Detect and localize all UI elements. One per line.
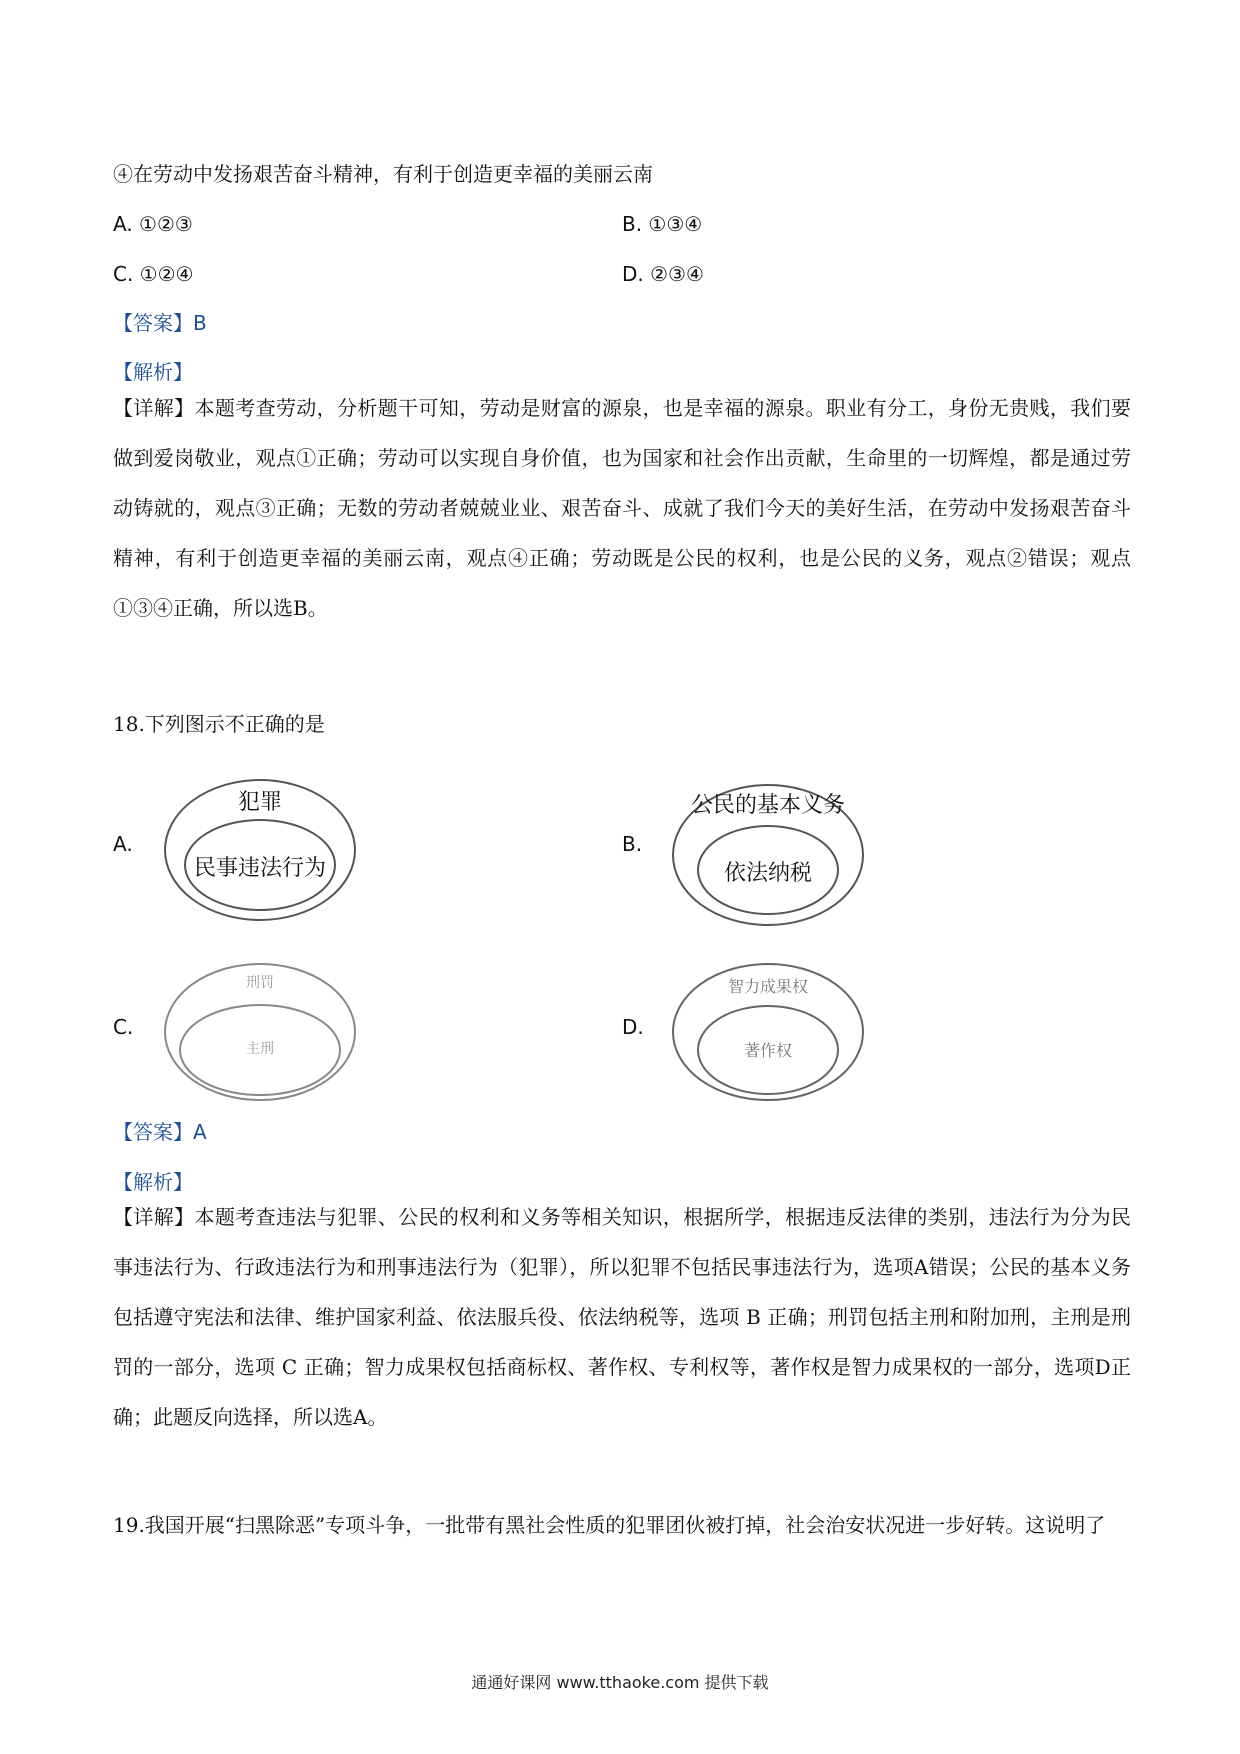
diagram-c-letter: C. (113, 1015, 134, 1039)
q17-answer: 【答案】B (113, 311, 207, 335)
diagram-b (668, 780, 868, 930)
diagram-c-outer-label: 刑罚 (246, 975, 274, 991)
diagram-c (160, 960, 360, 1105)
diagram-c-inner-label: 主刑 (246, 1041, 274, 1057)
q18-analysis-title: 【解析】 (113, 1170, 193, 1194)
q17-option-b: B. ①③④ (622, 212, 703, 236)
q17-item-4: ④在劳动中发扬艰苦奋斗精神，有利于创造更幸福的美丽云南 (113, 162, 653, 186)
diagram-a-inner-label: 民事违法行为 (193, 856, 326, 881)
diagram-d-outer-label: 智力成果权 (727, 977, 808, 996)
diagram-b-outer-label: 公民的基本义务 (690, 793, 845, 818)
q17-detail: 【详解】本题考查劳动，分析题干可知，劳动是财富的源泉，也是幸福的源泉。职业有分工，身份无贵贱，我们要做到爱岗敬业，观点①正确；劳动可以实现自身价值，也为国家和社会作出贡献，生命里的一切辉煌，都是通过劳动铸就的，观点③正确；无数的劳动者兢兢业业、艰苦奋斗、成就了我们今天的美好生活，在劳动中发扬艰苦奋斗精神，有利于创造更幸福的美丽云南，观点④正确；劳动既是公民的权利，也是公民的义务，观点②错误；观点①③④正确，所以选B。 (113, 396, 1131, 620)
diagram-d-letter: D. (622, 1015, 644, 1039)
diagram-a-letter: A. (113, 832, 133, 856)
q19-stem: 19.我国开展“扫黑除恶”专项斗争，一批带有黑社会性质的犯罪团伙被打掉，社会治安状况进一步好转。这说明了 (113, 1513, 1106, 1537)
q17-analysis-title: 【解析】 (113, 360, 193, 384)
diagram-a (160, 775, 360, 925)
q17-option-c: C. ①②④ (113, 262, 194, 286)
diagram-d-inner-label: 著作权 (743, 1041, 792, 1060)
q17-option-a: A. ①②③ (113, 212, 193, 236)
q18-answer: 【答案】A (113, 1120, 207, 1144)
q18-detail: 【详解】本题考查违法与犯罪、公民的权利和义务等相关知识，根据所学，根据违反法律的类别，违法行为分为民事违法行为、行政违法行为和刑事违法行为（犯罪），所以犯罪不包括民事违法行为，选项A错误；公民的基本义务包括遵守宪法和法律、维护国家利益、依法服兵役、依法纳税等，选项 B 正确；刑罚包括主刑和附加刑，主刑是刑罚的一部分，选项 C 正确；智力成果权包括商标权、著作权、专利权等，著作权是智力成果权的一部分，选项D正确；此题反向选择，所以选A。 (113, 1205, 1131, 1429)
diagram-b-letter: B. (622, 832, 643, 856)
diagram-b-inner-label: 依法纳税 (723, 861, 812, 886)
page-footer: 通通好课网 www.tthaoke.com 提供下载 (471, 1673, 769, 1692)
diagram-a-outer-label: 犯罪 (237, 790, 282, 815)
q18-stem: 18.下列图示不正确的是 (113, 712, 325, 736)
q17-option-d: D. ②③④ (622, 262, 704, 286)
diagram-d (668, 960, 868, 1105)
